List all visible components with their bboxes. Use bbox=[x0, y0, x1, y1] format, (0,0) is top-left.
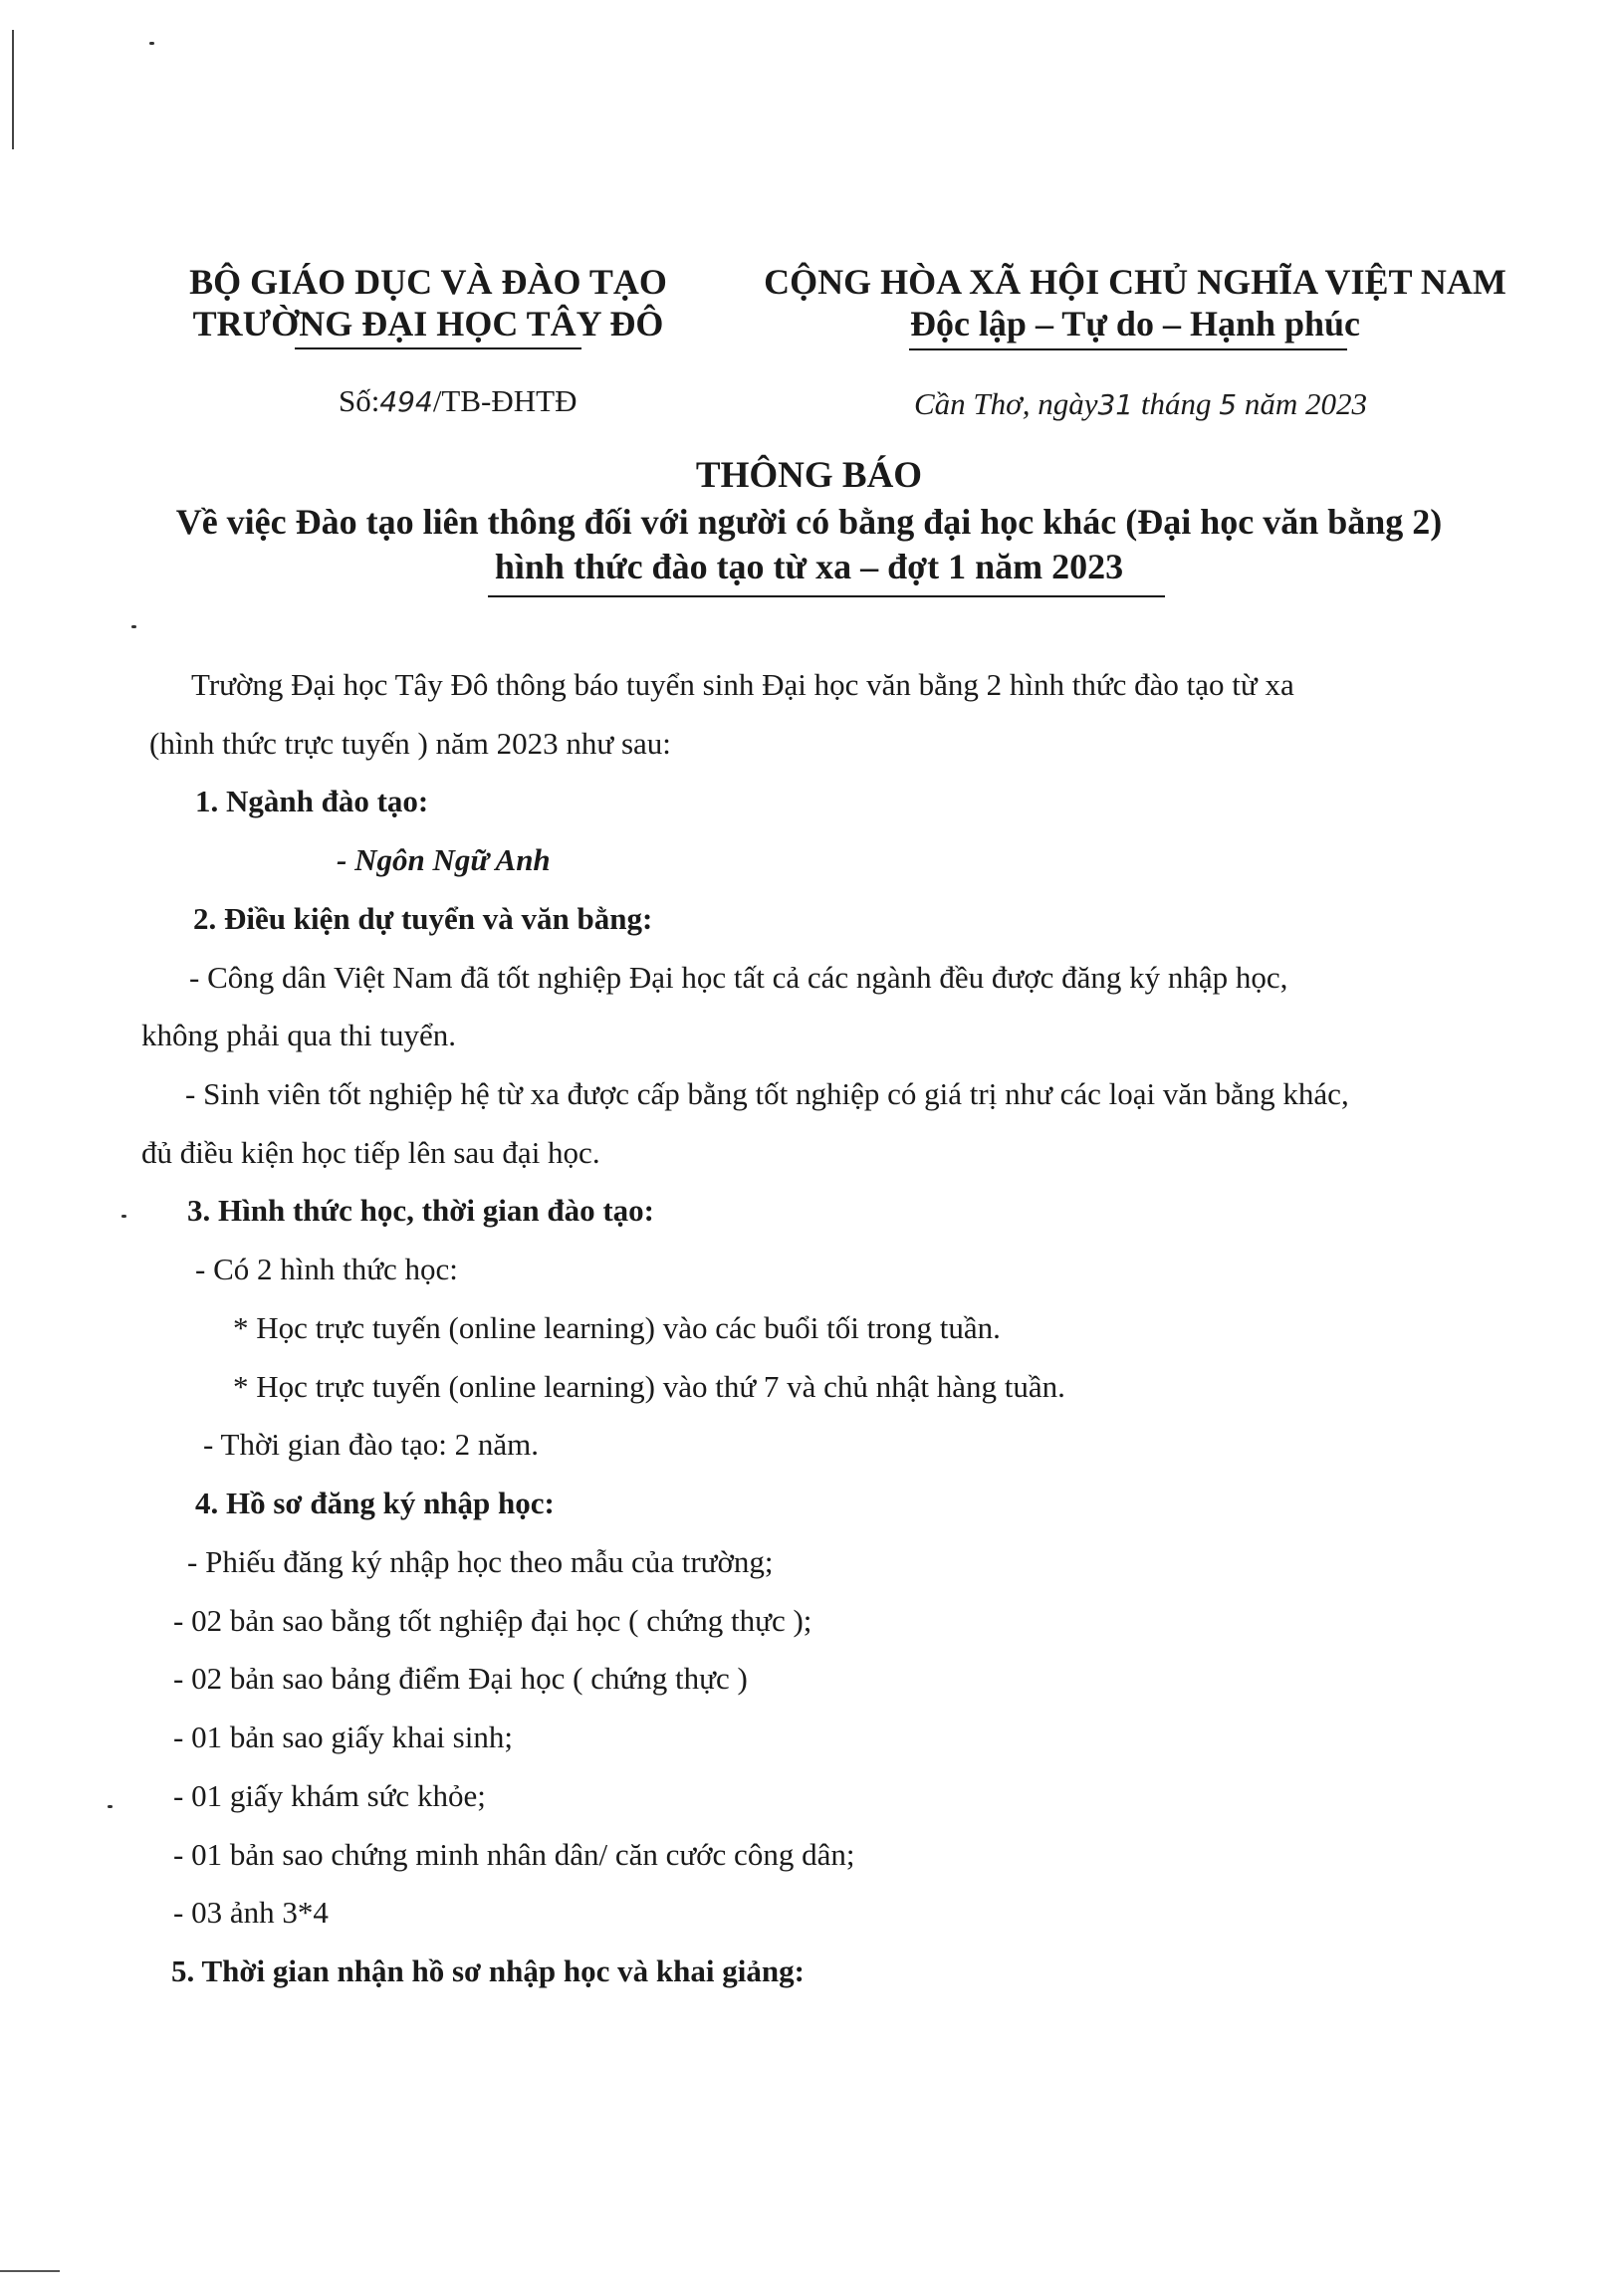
dateline-place: Cần Thơ, ngày bbox=[914, 386, 1098, 421]
section-3-option-2: * Học trực tuyến (online learning) vào thứ 7 và chủ nhật hàng tuần. bbox=[233, 1369, 1065, 1404]
title-underline bbox=[488, 595, 1165, 597]
section-2-paragraph-2a: - Sinh viên tốt nghiệp hệ từ xa được cấp bằng tốt nghiệp có giá trị như các loại văn bằng khác, bbox=[185, 1076, 1349, 1111]
section-2-paragraph-1b: không phải qua thi tuyển. bbox=[141, 1018, 456, 1052]
handwritten-month: 5 bbox=[1219, 388, 1238, 421]
intro-line-2: (hình thức trực tuyến ) năm 2023 như sau: bbox=[149, 726, 671, 761]
dateline-month-word: tháng bbox=[1133, 386, 1220, 421]
school-name: TRƯỜNG ĐẠI HỌC TÂY ĐÔ bbox=[192, 304, 664, 344]
scan-speck bbox=[108, 1805, 113, 1808]
notice-subject-line-1: Về việc Đào tạo liên thông đối với người có bằng đại học khác (Đại học văn bằng 2) bbox=[175, 502, 1443, 542]
scan-edge-line bbox=[0, 2270, 60, 2272]
document-list-item: - 03 ảnh 3*4 bbox=[173, 1895, 329, 1930]
document-list-item: - 02 bản sao bằng tốt nghiệp đại học ( chứng thực ); bbox=[173, 1603, 812, 1638]
section-3-intro: - Có 2 hình thức học: bbox=[195, 1252, 458, 1286]
dateline bbox=[914, 386, 1367, 422]
issuer-underline bbox=[295, 347, 581, 349]
section-4-heading: 4. Hồ sơ đăng ký nhập học: bbox=[195, 1486, 555, 1520]
section-2-paragraph-2b: đủ điều kiện học tiếp lên sau đại học. bbox=[141, 1135, 600, 1170]
section-3-option-1: * Học trực tuyến (online learning) vào các buổi tối trong tuần. bbox=[233, 1310, 1001, 1345]
document-number-prefix: Số: bbox=[339, 383, 380, 418]
national-motto: Độc lập – Tự do – Hạnh phúc bbox=[909, 304, 1361, 344]
intro-line-1: Trường Đại học Tây Đô thông báo tuyển sinh Đại học văn bằng 2 hình thức đào tạo từ xa bbox=[191, 667, 1294, 702]
scan-speck bbox=[121, 1215, 126, 1218]
handwritten-number: 494 bbox=[379, 385, 433, 418]
notice-heading: THÔNG BÁO bbox=[695, 455, 923, 496]
document-number bbox=[339, 383, 577, 419]
ministry-name: BỘ GIÁO DỤC VÀ ĐÀO TẠO bbox=[189, 262, 667, 302]
issuer-block bbox=[169, 261, 687, 344]
section-2-paragraph-1a: - Công dân Việt Nam đã tốt nghiệp Đại học tất cả các ngành đều được đăng ký nhập học, bbox=[189, 960, 1288, 995]
section-3-duration: - Thời gian đào tạo: 2 năm. bbox=[203, 1427, 539, 1462]
dateline-year: năm 2023 bbox=[1237, 386, 1367, 421]
document-list-item: - 01 bản sao giấy khai sinh; bbox=[173, 1720, 513, 1754]
document-number-suffix: /TB-ĐHTĐ bbox=[432, 383, 578, 418]
document-list-item: - 01 bản sao chứng minh nhân dân/ căn cước công dân; bbox=[173, 1837, 855, 1872]
national-header bbox=[757, 261, 1513, 344]
scan-speck bbox=[149, 42, 154, 45]
section-5-heading: 5. Thời gian nhận hồ sơ nhập học và khai giảng: bbox=[171, 1953, 805, 1988]
document-list-item: - 02 bản sao bảng điểm Đại học ( chứng thực ) bbox=[173, 1661, 748, 1696]
scan-speck bbox=[131, 625, 136, 628]
republic-name: CỘNG HÒA XÃ HỘI CHỦ NGHĨA VIỆT NAM bbox=[764, 262, 1506, 302]
document-list-item: - Phiếu đăng ký nhập học theo mẫu của trường; bbox=[187, 1544, 774, 1579]
handwritten-day: 31 bbox=[1097, 388, 1134, 421]
section-1-heading: 1. Ngành đào tạo: bbox=[195, 784, 429, 818]
section-2-heading: 2. Điều kiện dự tuyển và văn bằng: bbox=[193, 901, 653, 936]
section-3-heading: 3. Hình thức học, thời gian đào tạo: bbox=[187, 1193, 654, 1228]
scan-edge-line bbox=[12, 30, 14, 149]
section-1-item: - Ngôn Ngữ Anh bbox=[337, 842, 551, 877]
motto-underline bbox=[909, 348, 1347, 350]
document-list-item: - 01 giấy khám sức khỏe; bbox=[173, 1778, 486, 1813]
notice-subject-line-2: hình thức đào tạo từ xa – đợt 1 năm 2023 bbox=[494, 547, 1124, 586]
